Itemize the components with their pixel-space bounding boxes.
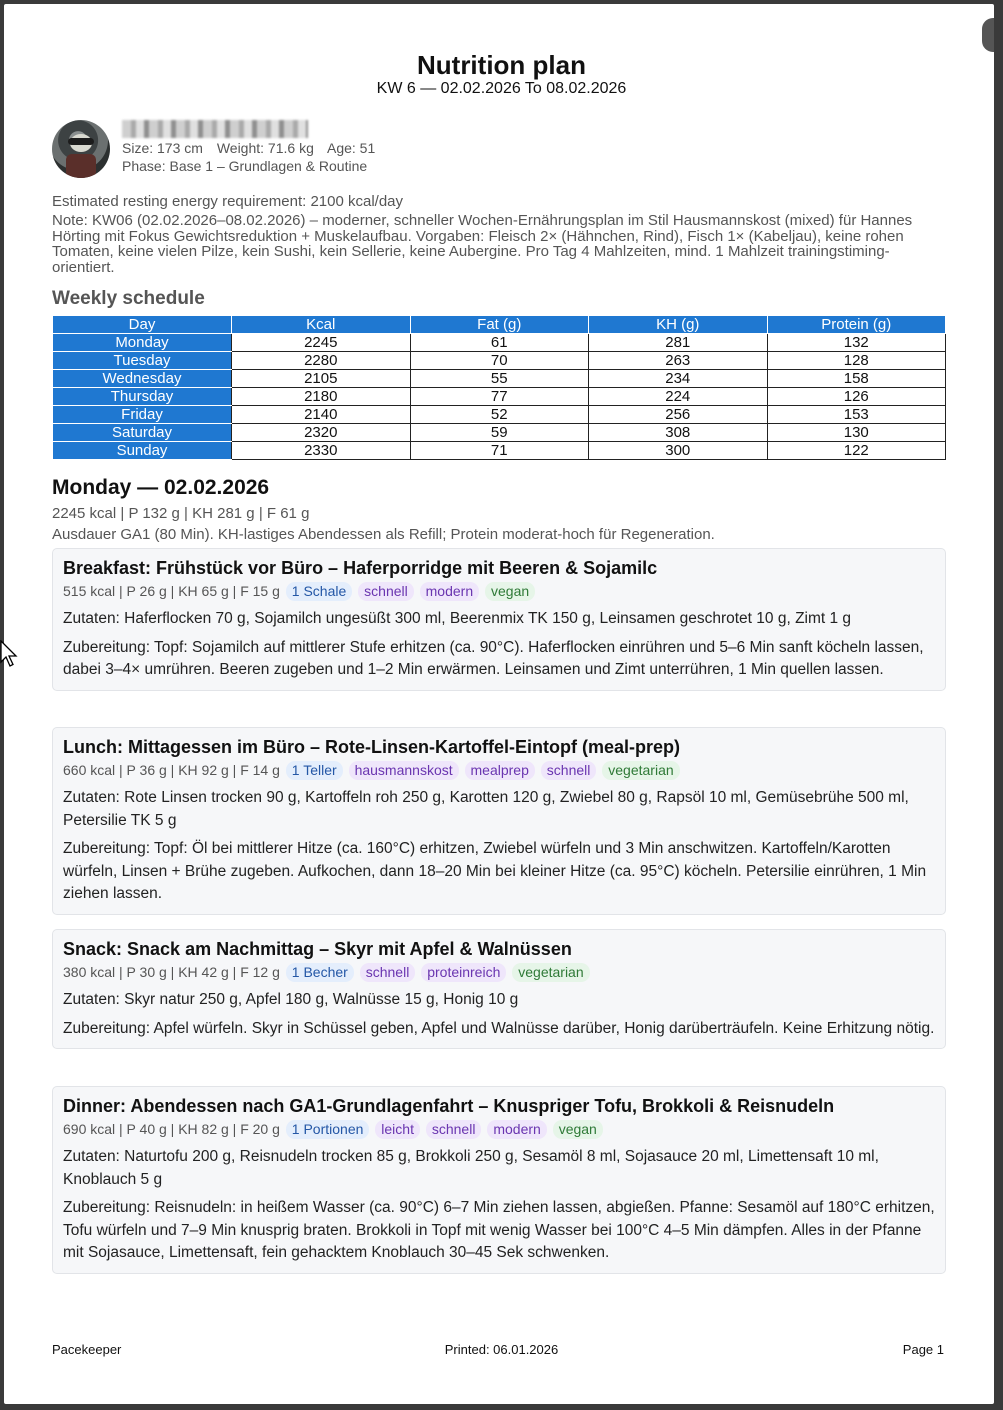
meal-meta — [63, 580, 935, 602]
tag-badge: vegetarian — [512, 963, 589, 982]
meal-ingredients: Zutaten: Skyr natur 250 g, Apfel 180 g, Walnüsse 15 g, Honig 10 g — [63, 991, 519, 1008]
col-header: Fat (g) — [410, 316, 589, 334]
table-cell: 52 — [410, 406, 589, 424]
day-summary: 2245 kcal | P 132 g | KH 281 g | F 61 g — [52, 505, 310, 522]
tag-badge: proteinreich — [421, 963, 506, 982]
table-row — [53, 334, 946, 352]
profile-age: Age: 51 — [326, 140, 376, 156]
meal-title: Lunch: Mittagessen im Büro – Rote-Linsen-Kartoffel-Eintopf (meal-prep) — [63, 737, 681, 757]
footer-brand: Pacekeeper — [52, 1342, 122, 1357]
day-note: Ausdauer GA1 (80 Min). KH-lastiges Abendessen als Refill; Protein moderat-hoch für Regeneration. — [52, 526, 715, 543]
meal-ingredients: Zutaten: Rote Linsen trocken 90 g, Kartoffeln roh 250 g, Karotten 120 g, Zwiebel 80 g, Rapsöl 10 ml, Gemüsebrühe 500 ml, Petersilie TK 5 g — [63, 789, 909, 829]
plan-note: Note: KW06 (02.02.2026–08.02.2026) – moderner, schneller Wochen-Ernährungsplan im Stil Hausmannskost (mixed) für Hannes Hörting mit Fokus Gewichtsreduktion + Muskelaufbau. Vorgaben: Fleisch 2× (Hähnchen, Rind), Fisch 1× (Kabeljau), keine rohen Tomaten, keine vielen Pilze, kein Sushi, kein Sellerie, keine Aubergine. Pro Tag 4 Mahlzeiten, mind. 1 Mahlzeit trainingstiming-orientiert. — [52, 212, 913, 276]
table-cell-day: Monday — [53, 334, 232, 352]
table-cell: 130 — [767, 424, 946, 442]
tag-badge: schnell — [426, 1120, 482, 1139]
meal-macros: 380 kcal | P 30 g | KH 42 g | F 12 g — [63, 964, 280, 980]
meal-meta — [63, 961, 935, 983]
table-cell: 2180 — [232, 388, 411, 406]
tag-badge: leicht — [375, 1120, 420, 1139]
meal-macros: 690 kcal | P 40 g | KH 82 g | F 20 g — [63, 1121, 280, 1137]
table-cell-day: Thursday — [53, 388, 232, 406]
table-row — [53, 442, 946, 460]
table-cell: 2330 — [232, 442, 411, 460]
table-cell: 224 — [589, 388, 768, 406]
table-cell-day: Tuesday — [53, 352, 232, 370]
table-row — [53, 352, 946, 370]
meal-meta — [63, 1118, 935, 1140]
footer-page-number: Page 1 — [902, 1342, 944, 1357]
table-cell: 234 — [589, 370, 768, 388]
profile-size: Size: 173 cm — [122, 140, 203, 156]
table-row — [53, 388, 946, 406]
weekly-schedule-title: Weekly schedule — [52, 288, 205, 309]
tag-badge: vegan — [485, 582, 535, 601]
table-cell: 71 — [410, 442, 589, 460]
meal-preparation: Zubereitung: Topf: Sojamilch auf mittlerer Stufe erhitzen (ca. 90°C). Haferflocken einrühren und 5–6 Min sanft köcheln lassen, dabei 3–4× umrühren. Beeren zugeben und 1–2 Min erwärmen. Leinsamen und Zimt unterrühren, 1 Min quellen lassen. — [63, 638, 924, 678]
weekly-schedule-table — [52, 315, 946, 460]
footer-printed: Printed: 06.01.2026 — [444, 1342, 559, 1357]
tag-badge: 1 Becher — [286, 963, 354, 982]
tag-badge: hausmannskost — [349, 761, 459, 780]
table-cell: 122 — [767, 442, 946, 460]
table-cell: 2320 — [232, 424, 411, 442]
table-cell: 300 — [589, 442, 768, 460]
meal-card-lunch — [52, 727, 946, 915]
table-cell: 61 — [410, 334, 589, 352]
energy-requirement: Estimated resting energy requirement: 2100 kcal/day — [52, 193, 404, 210]
col-header: Protein (g) — [767, 316, 946, 334]
meal-title: Breakfast: Frühstück vor Büro – Haferporridge mit Beeren & Sojamilc — [63, 558, 658, 578]
day-title: Monday — 02.02.2026 — [52, 476, 270, 499]
mouse-cursor-icon — [0, 640, 20, 668]
scroll-handle[interactable] — [982, 18, 994, 52]
tag-badge: schnell — [358, 582, 414, 601]
table-cell: 2280 — [232, 352, 411, 370]
tag-badge: schnell — [541, 761, 597, 780]
meal-macros: 515 kcal | P 26 g | KH 65 g | F 15 g — [63, 583, 280, 599]
table-row — [53, 370, 946, 388]
tag-badge: 1 Portionen — [286, 1120, 370, 1139]
table-cell: 281 — [589, 334, 768, 352]
table-cell-day: Saturday — [53, 424, 232, 442]
tag-badge: schnell — [360, 963, 416, 982]
page-title: Nutrition plan — [417, 50, 586, 80]
table-cell: 77 — [410, 388, 589, 406]
meal-preparation: Zubereitung: Reisnudeln: in heißem Wasser (ca. 90°C) 6–7 Min ziehen lassen, abgießen. Pfanne: Sesamöl auf 180°C erhitzen, Tofu würfeln und 7–9 Min knusprig braten. Brokkoli in Topf mit wenig Wasser bei 100°C 4–5 Min dämpfen. Alles in der Pfanne mit Sojasauce, Limettensaft, fein gehacktem Knoblauch 30–45 Sek schwenken. — [63, 1199, 935, 1261]
table-cell: 59 — [410, 424, 589, 442]
table-row — [53, 424, 946, 442]
table-cell: 132 — [767, 334, 946, 352]
avatar — [52, 120, 110, 178]
meal-ingredients: Zutaten: Naturtofu 200 g, Reisnudeln trocken 85 g, Brokkoli 250 g, Sesamöl 8 ml, Sojasauce 20 ml, Limettensaft 10 ml, Knoblauch 5 g — [63, 1148, 879, 1188]
col-header: Day — [53, 316, 232, 334]
profile-phase: Phase: Base 1 – Grundlagen & Routine — [122, 158, 368, 174]
table-row — [53, 406, 946, 424]
table-cell: 308 — [589, 424, 768, 442]
meal-title: Snack: Snack am Nachmittag – Skyr mit Apfel & Walnüssen — [63, 939, 572, 959]
col-header: KH (g) — [589, 316, 768, 334]
table-cell-day: Friday — [53, 406, 232, 424]
meal-card-snack — [52, 929, 946, 1049]
profile-stats — [122, 140, 385, 156]
table-cell-day: Wednesday — [53, 370, 232, 388]
meal-meta — [63, 759, 935, 781]
table-cell: 2245 — [232, 334, 411, 352]
table-cell: 256 — [589, 406, 768, 424]
meal-card-breakfast — [52, 548, 946, 691]
meal-preparation: Zubereitung: Apfel würfeln. Skyr in Schüssel geben, Apfel und Walnüsse darüber, Honig darüberträufeln. Keine Erhitzung nötig. — [63, 1019, 935, 1037]
meal-title: Dinner: Abendessen nach GA1-Grundlagenfahrt – Knuspriger Tofu, Brokkoli & Reisnudeln — [63, 1096, 835, 1116]
profile-weight: Weight: 71.6 kg — [216, 140, 314, 156]
meal-macros: 660 kcal | P 36 g | KH 92 g | F 14 g — [63, 762, 280, 778]
page-subtitle: KW 6 — 02.02.2026 To 08.02.2026 — [376, 80, 627, 97]
table-cell: 158 — [767, 370, 946, 388]
tag-badge: vegan — [553, 1120, 603, 1139]
tag-badge: mealprep — [465, 761, 535, 780]
table-cell: 263 — [589, 352, 768, 370]
table-cell: 2105 — [232, 370, 411, 388]
table-cell-day: Sunday — [53, 442, 232, 460]
meal-card-dinner — [52, 1086, 946, 1274]
meal-preparation: Zubereitung: Topf: Öl bei mittlerer Hitze (ca. 160°C) erhitzen, Zwiebel würfeln und 3 Min anschwitzen. Kartoffeln/Karotten würfeln, Linsen + Brühe zugeben. Aufkochen, dann 18–20 Min bei kleiner Hitze (ca. 95°C) köcheln. Petersilie einrühren, 1 Min ziehen lassen. — [63, 840, 927, 902]
tag-badge: 1 Schale — [286, 582, 352, 601]
tag-badge: 1 Teller — [286, 761, 343, 780]
meal-ingredients: Zutaten: Haferflocken 70 g, Sojamilch ungesüßt 300 ml, Beerenmix TK 150 g, Leinsamen geschrotet 10 g, Zimt 1 g — [63, 610, 852, 627]
table-cell: 70 — [410, 352, 589, 370]
table-cell: 2140 — [232, 406, 411, 424]
redacted-name — [122, 120, 308, 138]
tag-badge: modern — [420, 582, 479, 601]
table-header-row — [53, 316, 946, 334]
table-cell: 128 — [767, 352, 946, 370]
table-cell: 126 — [767, 388, 946, 406]
table-cell: 153 — [767, 406, 946, 424]
tag-badge: modern — [487, 1120, 546, 1139]
col-header: Kcal — [232, 316, 411, 334]
table-cell: 55 — [410, 370, 589, 388]
tag-badge: vegetarian — [602, 761, 679, 780]
